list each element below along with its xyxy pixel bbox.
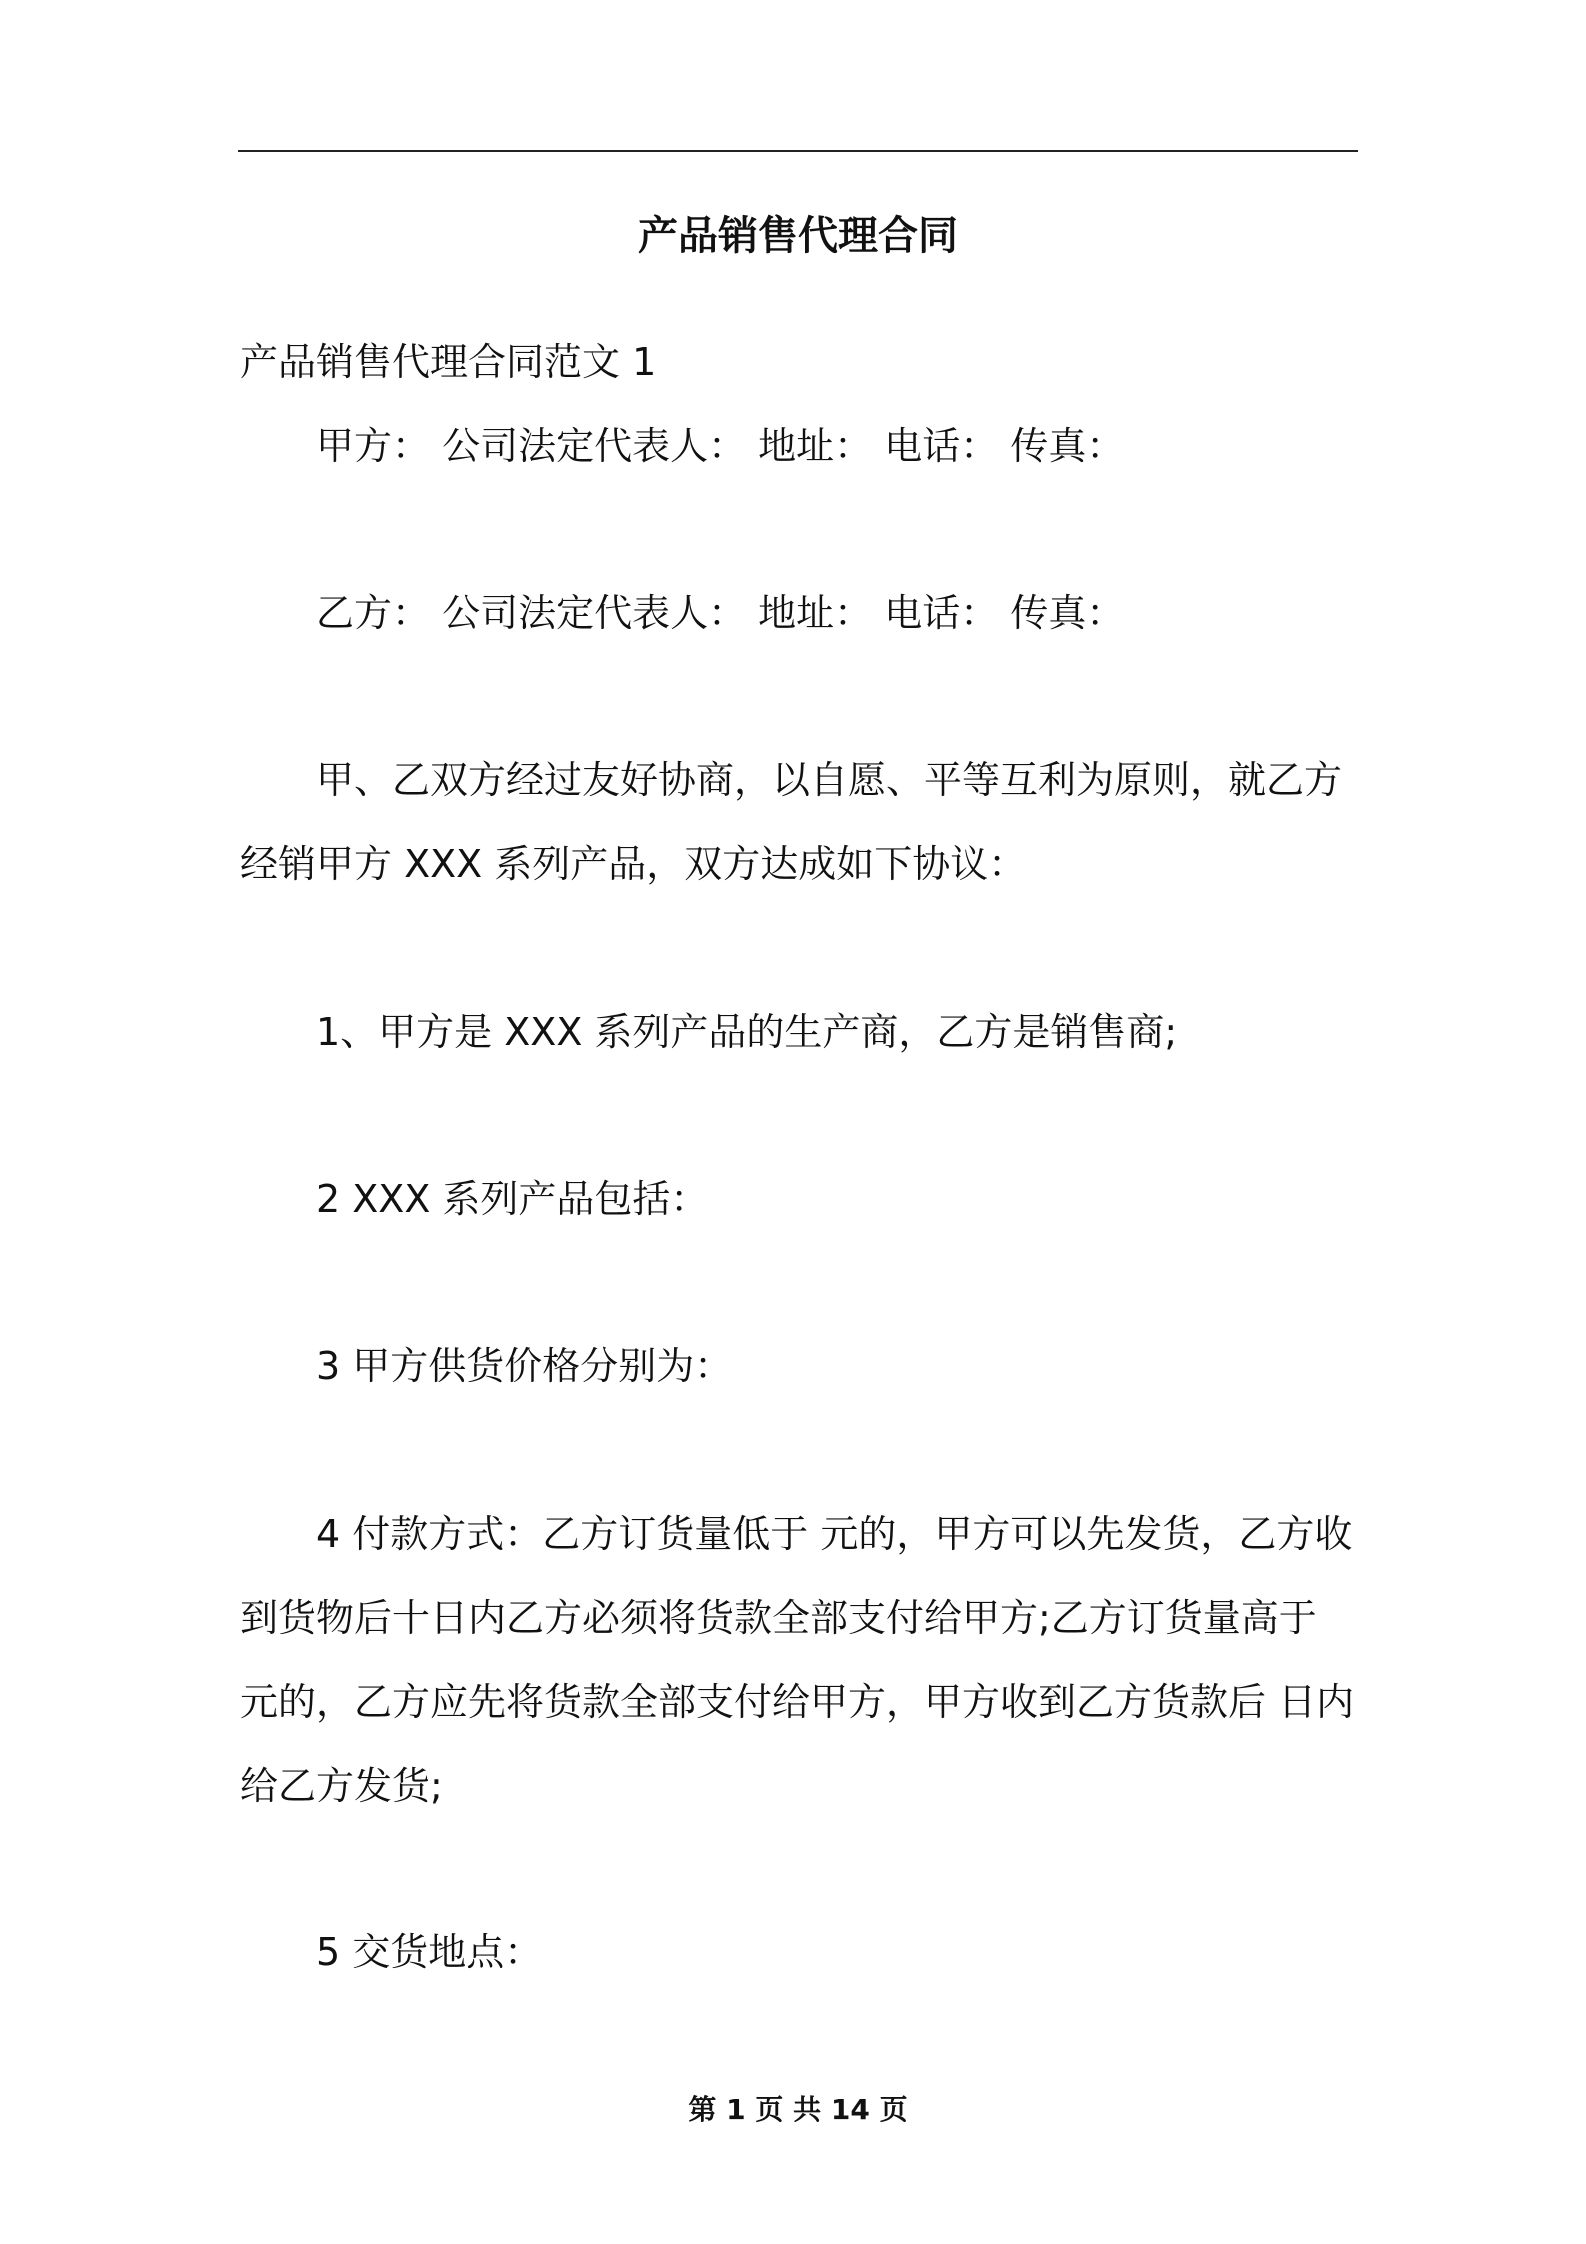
clause-2: 2 XXX 系列产品包括： bbox=[316, 1177, 709, 1221]
party-a-line: 甲方： 公司法定代表人： 地址： 电话： 传真： bbox=[316, 424, 1125, 468]
clause-4: 4 付款方式：乙方订货量低于 元的，甲方可以先发货，乙方收到货物后十日内乙方必须将货款全部支付给甲方;乙方订货量高于 元的，乙方应先将货款全部支付给甲方，甲方收到乙方货款后 日内给乙方发货; bbox=[240, 1512, 1355, 1808]
clause-5: 5 交货地点： bbox=[316, 1930, 543, 1974]
page-footer: 第 1 页 共 14 页 bbox=[688, 2093, 908, 2126]
agreement-intro-paragraph: 甲、乙双方经过友好协商，以自愿、平等互利为原则，就乙方经销甲方 XXX 系列产品，双方达成如下协议： bbox=[240, 758, 1343, 886]
party-b-line: 乙方： 公司法定代表人： 地址： 电话： 传真： bbox=[316, 591, 1125, 635]
header-rule bbox=[238, 150, 1358, 152]
clause-3: 3 甲方供货价格分别为： bbox=[316, 1344, 733, 1388]
document-title: 产品销售代理合同 bbox=[638, 213, 958, 259]
clause-1: 1、甲方是 XXX 系列产品的生产商，乙方是销售商; bbox=[316, 1010, 1178, 1054]
document-subtitle: 产品销售代理合同范文 1 bbox=[240, 340, 657, 384]
